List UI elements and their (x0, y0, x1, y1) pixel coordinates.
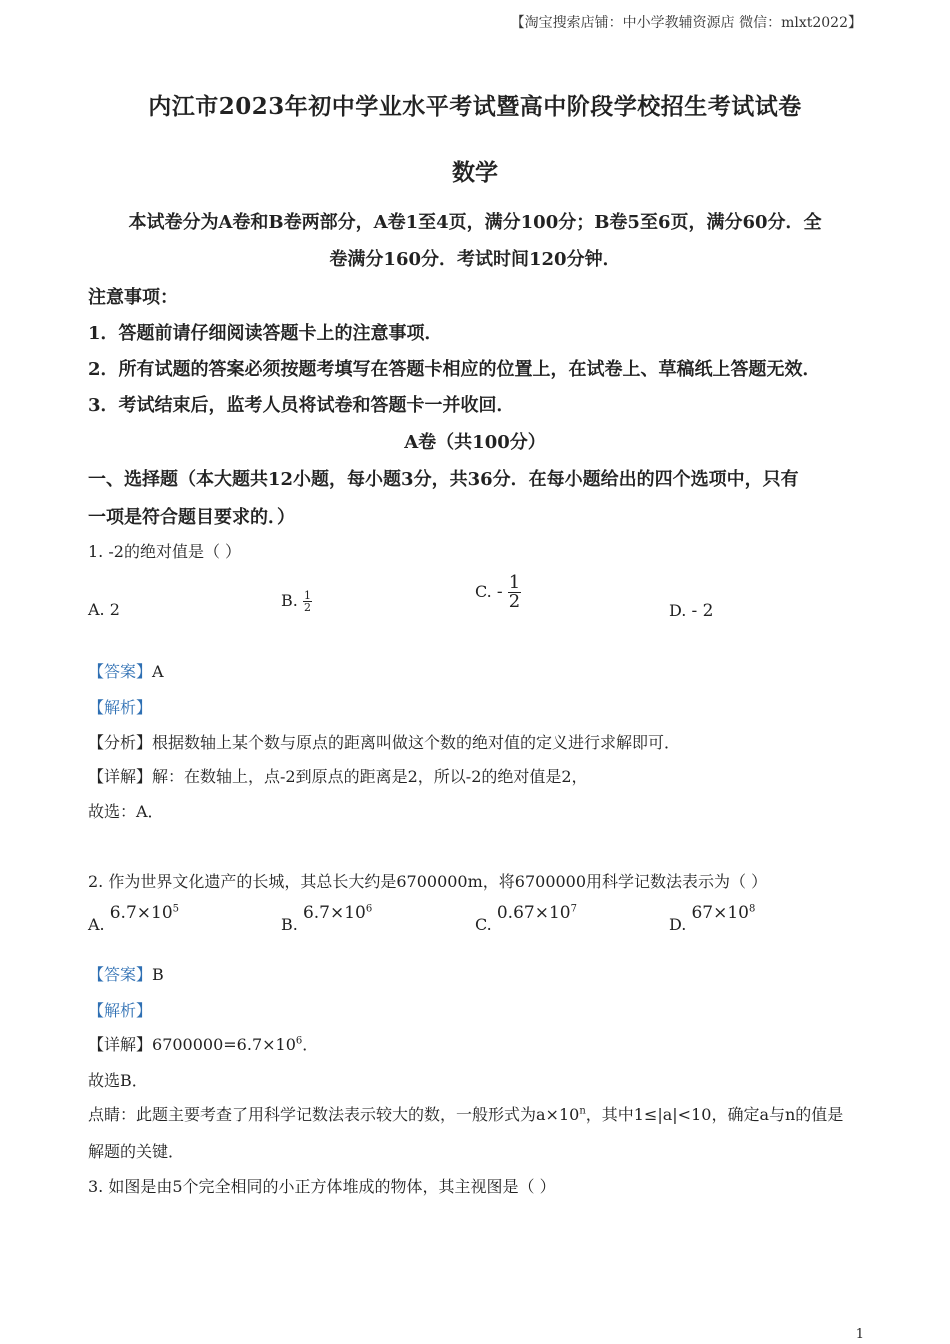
section-a-heading: A卷（共100分） (404, 432, 546, 453)
denominator: 2 (303, 601, 311, 614)
q1-answer (88, 659, 164, 682)
answer-tag: 【答案】 (88, 965, 153, 984)
option-label: B. (281, 591, 298, 610)
q3-stem: 3. 如图是由5个完全相同的小正方体堆成的物体，其主视图是（ ） (88, 1177, 556, 1196)
option-value: - 2 (691, 601, 714, 621)
note-item: 2．所有试题的答案必须按题考填写在答题卡相应的位置上，在试卷上、草稿纸上答题无效． (88, 359, 821, 380)
q1-option-b (281, 590, 312, 613)
sci-exponent: 8 (748, 903, 756, 915)
q2-option-a (88, 903, 180, 934)
fenxi-tag: 【分析】 (88, 733, 153, 752)
q2-remark-line-2: 解题的关键． (88, 1142, 185, 1161)
q2-answer (88, 962, 164, 985)
q1-conclusion: 故选：A． (88, 802, 164, 821)
detail-tag: 【详解】 (88, 767, 153, 786)
q1-option-d (669, 601, 713, 621)
note-item: 1．答题前请仔细阅读答题卡上的注意事项． (88, 323, 443, 344)
denominator: 2 (508, 591, 521, 612)
option-label: A. (88, 600, 105, 619)
sci-value (303, 903, 372, 923)
option-label: C. (475, 915, 492, 934)
numerator: 1 (303, 589, 311, 602)
answer-value: A (152, 662, 164, 681)
exam-title: 内江市2023年初中学业水平考试暨高中阶段学校招生考试试卷 (148, 93, 802, 120)
q1-fenxi (88, 730, 680, 753)
fraction (508, 574, 521, 611)
remark-post: ，其中1≤|a|<10，确定a与n的值是 (585, 1105, 844, 1124)
remark-pre: 点睛：此题主要考查了用科学记数法表示较大的数，一般形式为a×10 (88, 1105, 580, 1124)
q2-stem: 2. 作为世界文化遗产的长城，其总长大约是6700000m，将6700000用科学记数法表示为（ ） (88, 872, 768, 891)
q2-option-b (281, 903, 373, 934)
q2-detail (88, 1032, 318, 1055)
notes-title: 注意事项： (88, 287, 178, 308)
option-label: D. (669, 601, 687, 620)
q2-option-c (475, 903, 577, 934)
part1-heading-line-1: 一、选择题（本大题共12小题，每小题3分，共36分．在每小题给出的四个选项中，只有 (88, 469, 799, 490)
numerator: 1 (508, 572, 521, 593)
fraction (303, 590, 312, 613)
header-note: 【淘宝搜索店铺：中小学教辅资源店 微信：mlxt2022】 (510, 15, 862, 31)
note-item: 3．考试结束后，监考人员将试卷和答题卡一并收回． (88, 395, 515, 416)
option-label: A. (88, 915, 105, 934)
sci-exponent: 7 (570, 903, 577, 915)
detail-base: 6700000=6.7×10 (152, 1035, 296, 1054)
option-label: C. (475, 582, 492, 601)
sci-value (497, 903, 577, 923)
subject-title: 数学 (452, 159, 498, 186)
sci-base: 6.7×10 (302, 903, 366, 923)
sci-value (110, 903, 179, 923)
detail-end: ． (302, 1035, 319, 1054)
part1-heading-line-2: 一项是符合题目要求的．） (88, 507, 295, 528)
option-value: 2 (109, 600, 120, 619)
detail-exponent: 6 (295, 1035, 303, 1047)
fenxi-text: 根据数轴上某个数与原点的距离叫做这个数的绝对值的定义进行求解即可． (152, 733, 681, 752)
detail-tag: 【详解】 (88, 1035, 153, 1054)
sci-base: 0.67×10 (496, 903, 571, 923)
q1-detail (88, 764, 588, 787)
q2-option-d (669, 903, 756, 934)
sci-base: 6.7×10 (109, 903, 173, 923)
q2-analysis-tag: 【解析】 (88, 1001, 153, 1020)
q1-stem: 1. -2的绝对值是（ ） (88, 542, 242, 561)
sci-exponent: 6 (365, 903, 373, 915)
intro-line-2: 卷满分160分．考试时间120分钟． (329, 249, 621, 270)
q2-remark (88, 1102, 843, 1125)
option-sign: - (496, 582, 503, 602)
q1-analysis-tag: 【解析】 (88, 698, 153, 717)
sci-base: 67×10 (691, 903, 749, 923)
q1-option-c (475, 574, 521, 611)
detail-text: 解：在数轴上，点-2到原点的距离是2，所以-2的绝对值是2， (152, 767, 588, 786)
answer-value: B (152, 965, 164, 984)
sci-exponent: 5 (172, 903, 180, 915)
answer-tag: 【答案】 (88, 662, 153, 681)
remark-exponent: n (579, 1105, 586, 1117)
option-label: D. (669, 915, 687, 934)
page-number: 1 (855, 1327, 864, 1342)
intro-line-1: 本试卷分为A卷和B卷两部分，A卷1至4页，满分100分；B卷5至6页，满分60分．全 (128, 212, 822, 233)
q2-conclusion: 故选B． (88, 1071, 148, 1090)
q1-option-a (88, 600, 120, 619)
option-label: B. (281, 915, 298, 934)
sci-value (691, 903, 755, 923)
